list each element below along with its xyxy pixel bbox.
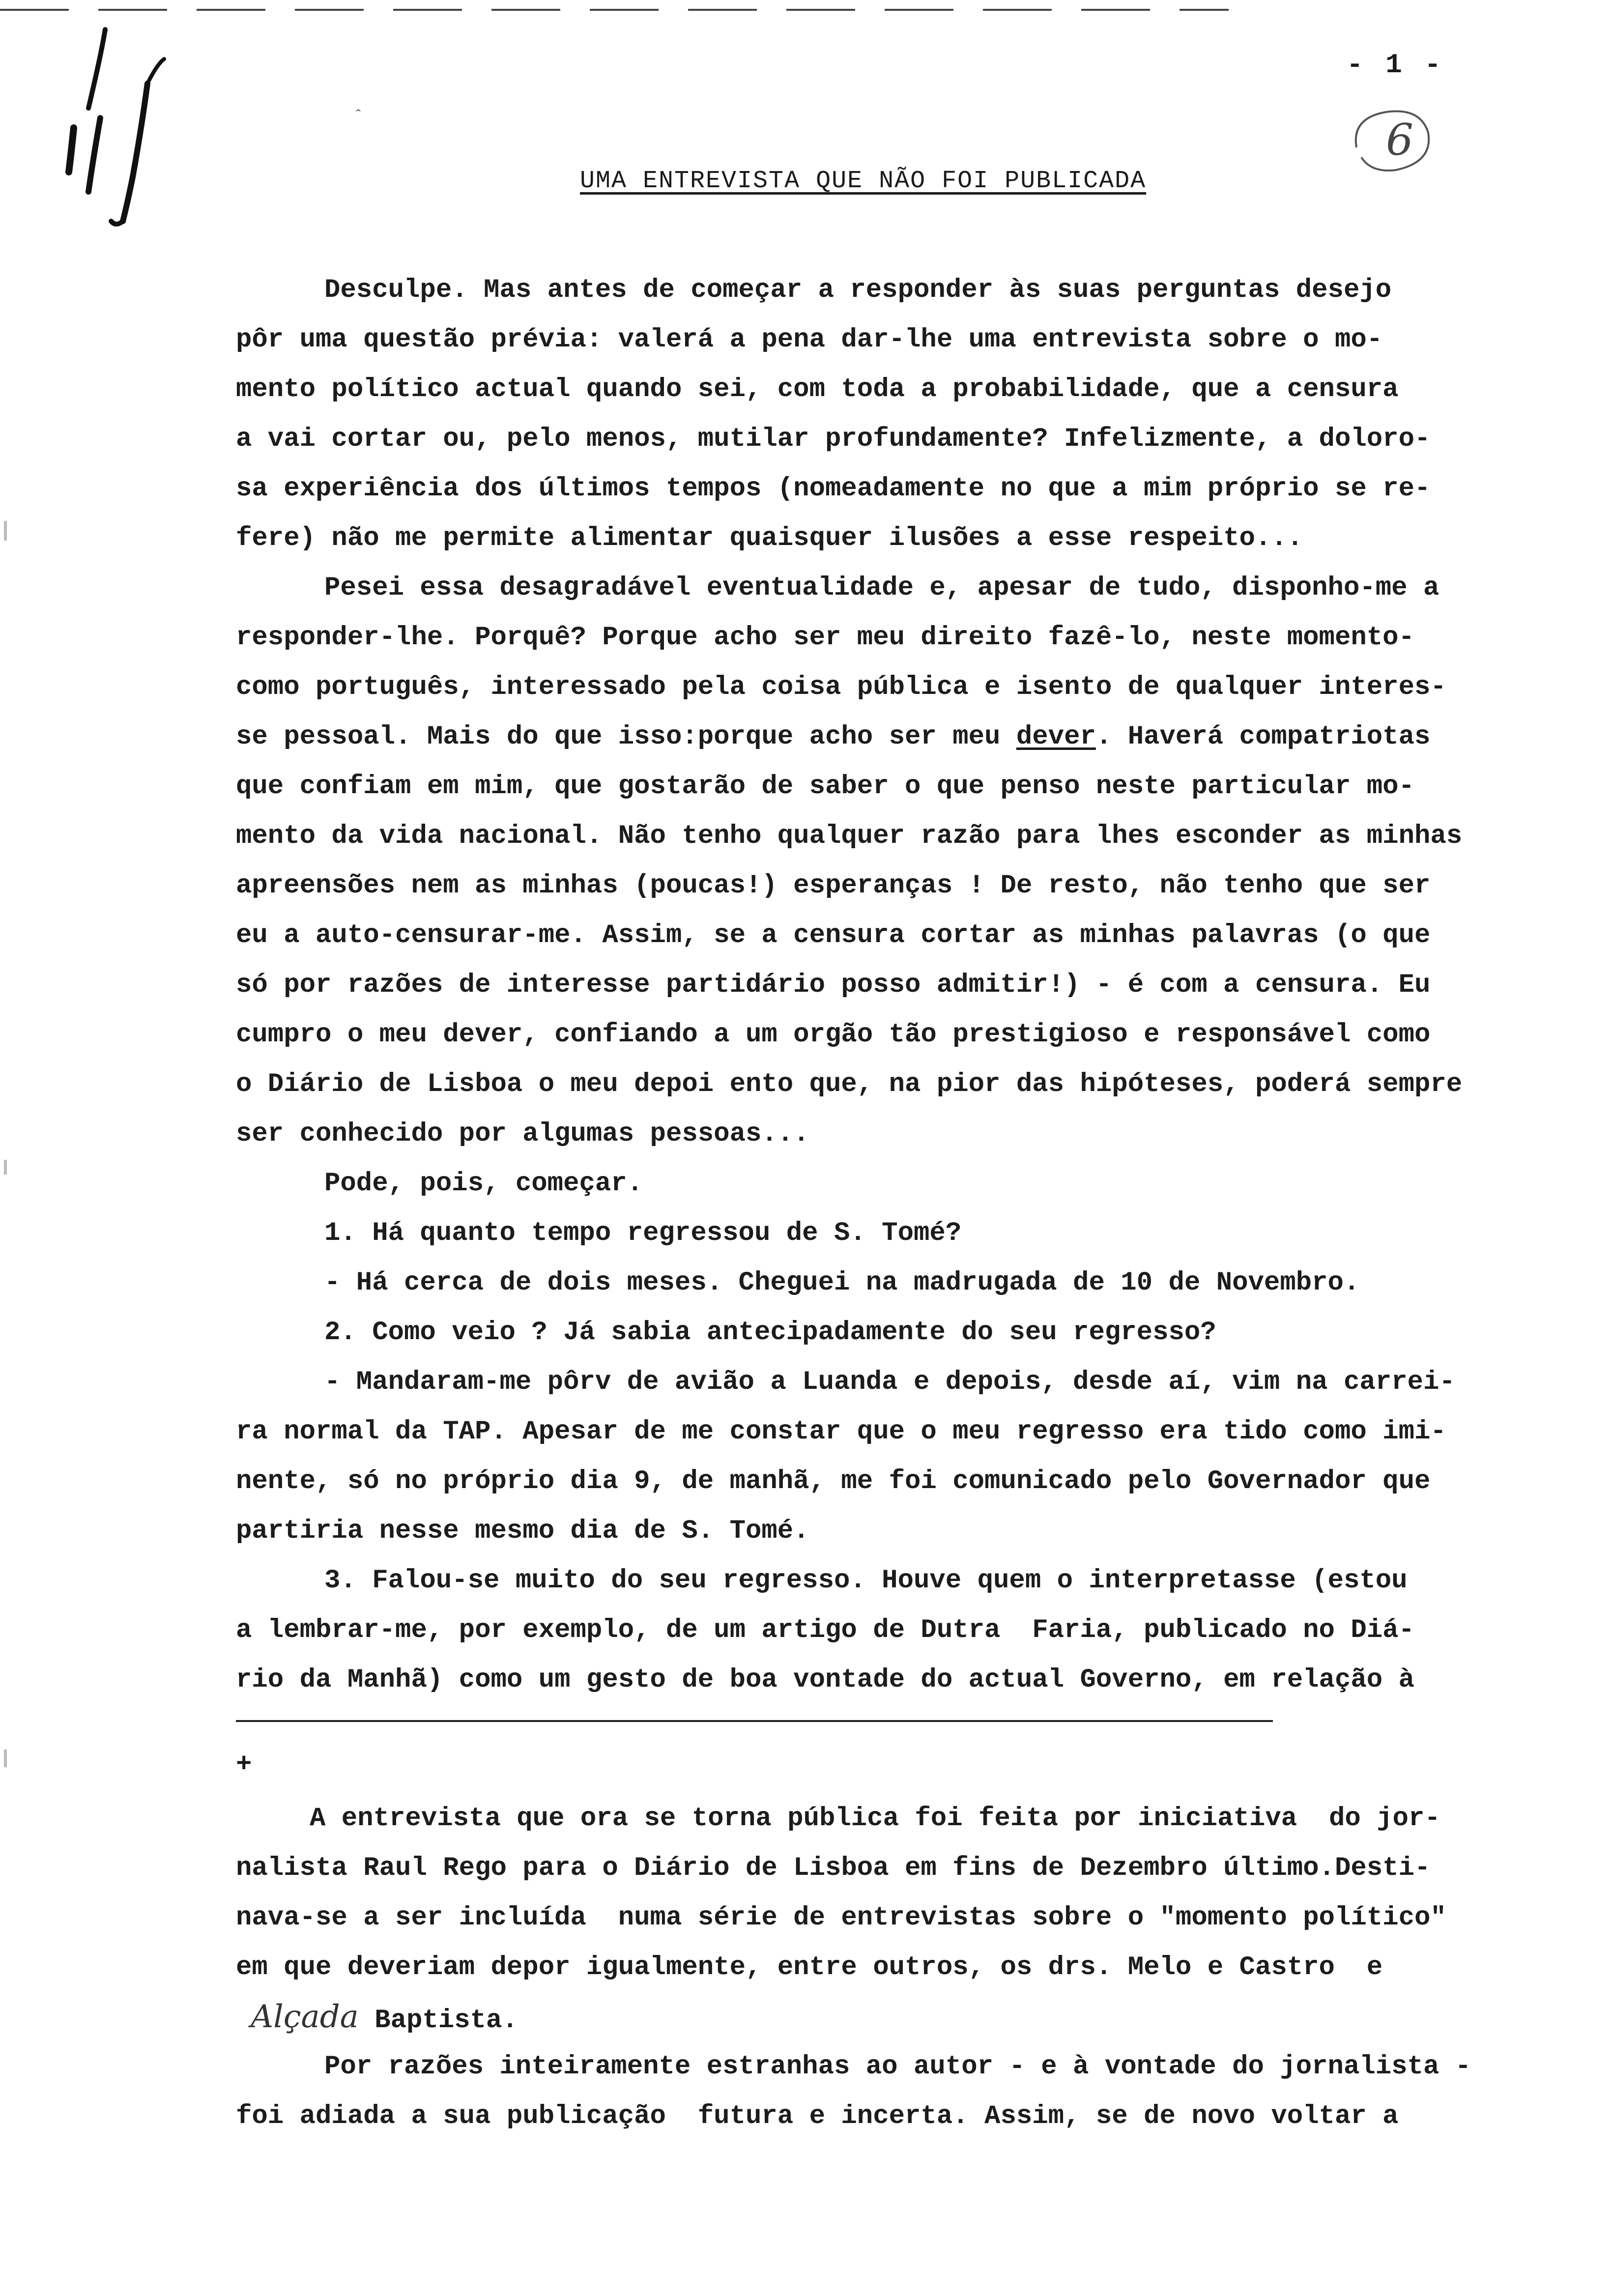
question-line: 3. Falou-se muito do seu regresso. Houve quem o interpretasse (estou <box>324 1566 1408 1596</box>
page-number: - 1 - <box>1347 49 1444 81</box>
text-line: ser conhecido por algumas pessoas... <box>236 1119 809 1149</box>
text-segment: Baptista. <box>374 2006 518 2036</box>
footnote-line: em que deveriam depor igualmente, entre outros, os drs. Melo e Castro e <box>236 1952 1383 1982</box>
text-line <box>236 712 1607 762</box>
text-line: partiria nesse mesmo dia de S. Tomé. <box>236 1516 809 1546</box>
footnote-line: nalista Raul Rego para o Diário de Lisboa em fins de Dezembro último.Desti- <box>236 1853 1431 1883</box>
text-line: eu a auto-censurar-me. Assim, se a censura cortar as minhas palavras (o que <box>236 920 1431 950</box>
text-line: responder-lhe. Porquê? Porque acho ser meu direito fazê-lo, neste momento- <box>236 623 1414 653</box>
underlined-word: dever <box>1016 722 1096 752</box>
text-line: cumpro o meu dever, confiando a um orgão tão prestigioso e responsável como <box>236 1020 1431 1050</box>
scan-speck: ˆ <box>354 108 363 125</box>
footnote-line: A entrevista que ora se torna pública foi feita por iniciativa do jor- <box>310 1804 1440 1834</box>
text-line: pôr uma questão prévia: valerá a pena dar-lhe uma entrevista sobre o mo- <box>236 325 1383 355</box>
handwritten-strokes <box>54 15 211 231</box>
text-line: Pode, pois, começar. <box>324 1169 643 1199</box>
answer-line: - Há cerca de dois meses. Cheguei na madrugada de 10 de Novembro. <box>324 1268 1360 1298</box>
scan-edge-mark <box>4 1160 7 1175</box>
body-text <box>236 265 1607 1705</box>
question-line: 1. Há quanto tempo regressou de S. Tomé? <box>324 1218 962 1248</box>
text-segment: se pessoal. Mais do que isso:porque acho ser meu <box>236 722 1016 752</box>
text-line: rio da Manhã) como um gesto de boa vontade do actual Governo, em relação à <box>236 1665 1414 1695</box>
footnote <box>236 1794 1607 2141</box>
scan-edge-mark <box>4 521 7 541</box>
text-line: mento da vida nacional. Não tenho qualquer razão para lhes esconder as minhas <box>236 821 1463 851</box>
handwritten-insert: Alçada <box>251 1999 359 2035</box>
text-line: nente, só no próprio dia 9, de manhã, me foi comunicado pelo Governador que <box>236 1466 1431 1496</box>
text-line: que confiam em mim, que gostarão de saber o que penso neste particular mo- <box>236 772 1414 802</box>
text-line: a lembrar-me, por exemplo, de um artigo de Dutra Faria, publicado no Diá- <box>236 1615 1414 1645</box>
footnote-line: Por razões inteiramente estranhas ao autor - e à vontade do jornalista - <box>324 2052 1471 2082</box>
footnote-line <box>236 1992 1607 2042</box>
text-line: a vai cortar ou, pelo menos, mutilar profundamente? Infelizmente, a doloro- <box>236 424 1431 454</box>
scan-border-top <box>0 9 1229 11</box>
answer-line: - Mandaram-me pôrv de avião a Luanda e depois, desde aí, vim na carrei- <box>324 1367 1455 1397</box>
text-line: fere) não me permite alimentar quaisquer ilusões a esse respeito... <box>236 523 1303 553</box>
footnote-marker: + <box>236 1750 252 1779</box>
document-title: UMA ENTREVISTA QUE NÃO FOI PUBLICADA <box>580 167 1147 195</box>
text-line: mento político actual quando sei, com toda a probabilidade, que a censura <box>236 374 1399 404</box>
text-line: Desculpe. Mas antes de começar a responder às suas perguntas desejo <box>324 275 1392 305</box>
question-line: 2. Como veio ? Já sabia antecipadamente do seu regresso? <box>324 1318 1216 1348</box>
text-line: sa experiência dos últimos tempos (nomeadamente no que a mim próprio se re- <box>236 474 1431 504</box>
text-segment: . Haverá compatriotas <box>1095 722 1431 752</box>
circled-number-text: 6 <box>1386 115 1413 165</box>
text-line: o Diário de Lisboa o meu depoi ento que, na pior das hipóteses, poderá sempre <box>236 1069 1463 1099</box>
footnote-divider <box>236 1720 1273 1722</box>
text-line: como português, interessado pela coisa pública e isento de qualquer interes- <box>236 672 1446 702</box>
circled-page-number <box>1342 98 1440 182</box>
text-line: Pesei essa desagradável eventualidade e, apesar de tudo, disponho-me a <box>324 573 1439 603</box>
scan-edge-mark <box>4 1750 7 1767</box>
footnote-line: nava-se a ser incluída numa série de entrevistas sobre o "momento político" <box>236 1903 1446 1933</box>
text-line: ra normal da TAP. Apesar de me constar que o meu regresso era tido como imi- <box>236 1417 1446 1447</box>
text-line: só por razões de interesse partidário posso admitir!) - é com a censura. Eu <box>236 970 1431 1000</box>
footnote-line: foi adiada a sua publicação futura e incerta. Assim, se de novo voltar a <box>236 2101 1399 2131</box>
text-line: apreensões nem as minhas (poucas!) esperanças ! De resto, não tenho que ser <box>236 871 1431 901</box>
